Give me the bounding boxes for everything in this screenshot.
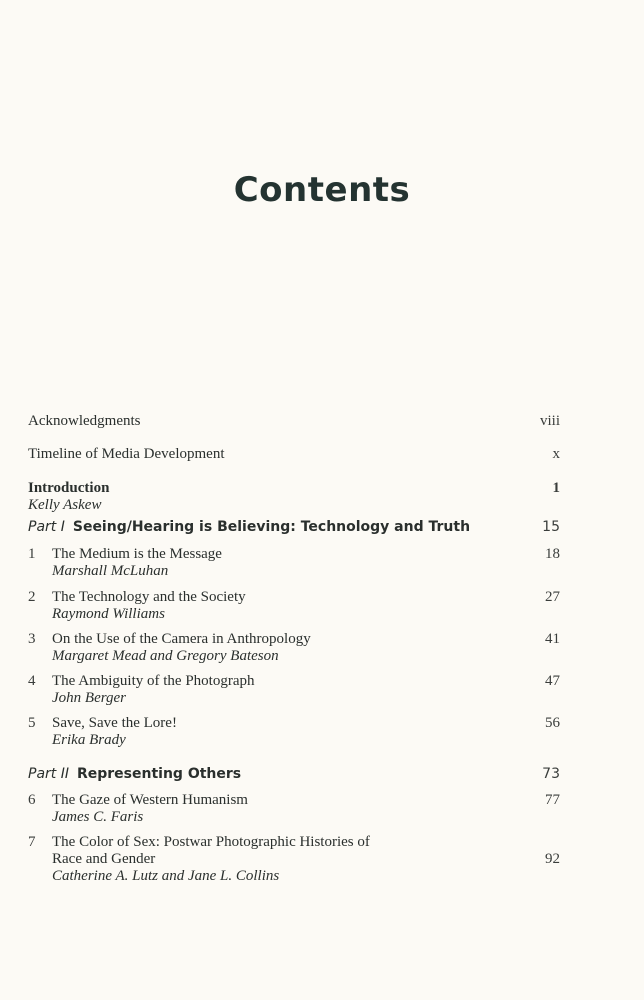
chapter-title: The Medium is the Message bbox=[52, 546, 222, 562]
chapter-author: Catherine A. Lutz and Jane L. Collins bbox=[52, 868, 280, 884]
toc-entry-acknowledgments[interactable] bbox=[28, 413, 560, 430]
toc-entry-timeline[interactable] bbox=[28, 446, 560, 463]
part-page: 15 bbox=[542, 519, 560, 535]
chapter-author: Raymond Williams bbox=[52, 606, 165, 622]
chapter-number: 4 bbox=[28, 673, 36, 689]
toc-chapter-5[interactable] bbox=[28, 715, 560, 749]
part-title: Seeing/Hearing is Believing: Technology and Truth bbox=[72, 519, 471, 535]
toc-chapter-7[interactable] bbox=[28, 834, 560, 885]
chapter-author: Margaret Mead and Gregory Bateson bbox=[52, 648, 279, 664]
chapter-number: 2 bbox=[28, 589, 36, 605]
entry-page: 1 bbox=[552, 480, 560, 496]
chapter-page: 77 bbox=[545, 792, 560, 808]
entry-page: x bbox=[552, 446, 560, 462]
chapter-number: 6 bbox=[28, 792, 36, 808]
chapter-page: 41 bbox=[545, 631, 560, 647]
chapter-page: 18 bbox=[545, 546, 560, 562]
chapter-number: 5 bbox=[28, 715, 36, 731]
part-page: 73 bbox=[542, 766, 560, 782]
toc-chapter-6[interactable] bbox=[28, 792, 560, 826]
chapter-title: The Technology and the Society bbox=[52, 589, 246, 605]
toc-part-2[interactable] bbox=[28, 766, 560, 783]
chapter-author: Marshall McLuhan bbox=[52, 563, 169, 579]
chapter-title: On the Use of the Camera in Anthropology bbox=[52, 631, 311, 647]
entry-page: viii bbox=[539, 413, 560, 429]
page-title: Contents bbox=[233, 170, 411, 210]
chapter-page: 56 bbox=[545, 715, 560, 731]
chapter-author: James C. Faris bbox=[52, 809, 144, 825]
chapter-page: 47 bbox=[545, 673, 560, 689]
toc-entry-introduction[interactable] bbox=[28, 480, 560, 514]
chapter-number: 1 bbox=[28, 546, 36, 562]
entry-title: Introduction bbox=[28, 480, 110, 496]
entry-title: Acknowledgments bbox=[28, 413, 141, 429]
part-label: Part II bbox=[28, 766, 69, 782]
chapter-author: Erika Brady bbox=[52, 732, 126, 748]
chapter-page: 27 bbox=[545, 589, 560, 605]
chapter-title-line-1: The Color of Sex: Postwar Photographic Histories of bbox=[52, 834, 370, 850]
entry-author: Kelly Askew bbox=[28, 497, 102, 513]
toc-chapter-4[interactable] bbox=[28, 673, 560, 707]
chapter-title: The Ambiguity of the Photograph bbox=[52, 673, 255, 689]
toc-chapter-1[interactable] bbox=[28, 546, 560, 580]
chapter-number: 7 bbox=[28, 834, 36, 850]
chapter-author: John Berger bbox=[52, 690, 127, 706]
entry-title: Timeline of Media Development bbox=[28, 446, 225, 462]
toc-part-1[interactable] bbox=[28, 519, 560, 536]
chapter-title-line-2: Race and Gender bbox=[52, 851, 156, 867]
chapter-number: 3 bbox=[28, 631, 36, 647]
part-title: Representing Others bbox=[76, 766, 242, 782]
toc-chapter-3[interactable] bbox=[28, 631, 560, 665]
toc-chapter-2[interactable] bbox=[28, 589, 560, 623]
chapter-title: The Gaze of Western Humanism bbox=[52, 792, 248, 808]
chapter-page: 92 bbox=[545, 851, 560, 867]
part-label: Part I bbox=[28, 519, 65, 535]
chapter-title: Save, Save the Lore! bbox=[52, 715, 177, 731]
